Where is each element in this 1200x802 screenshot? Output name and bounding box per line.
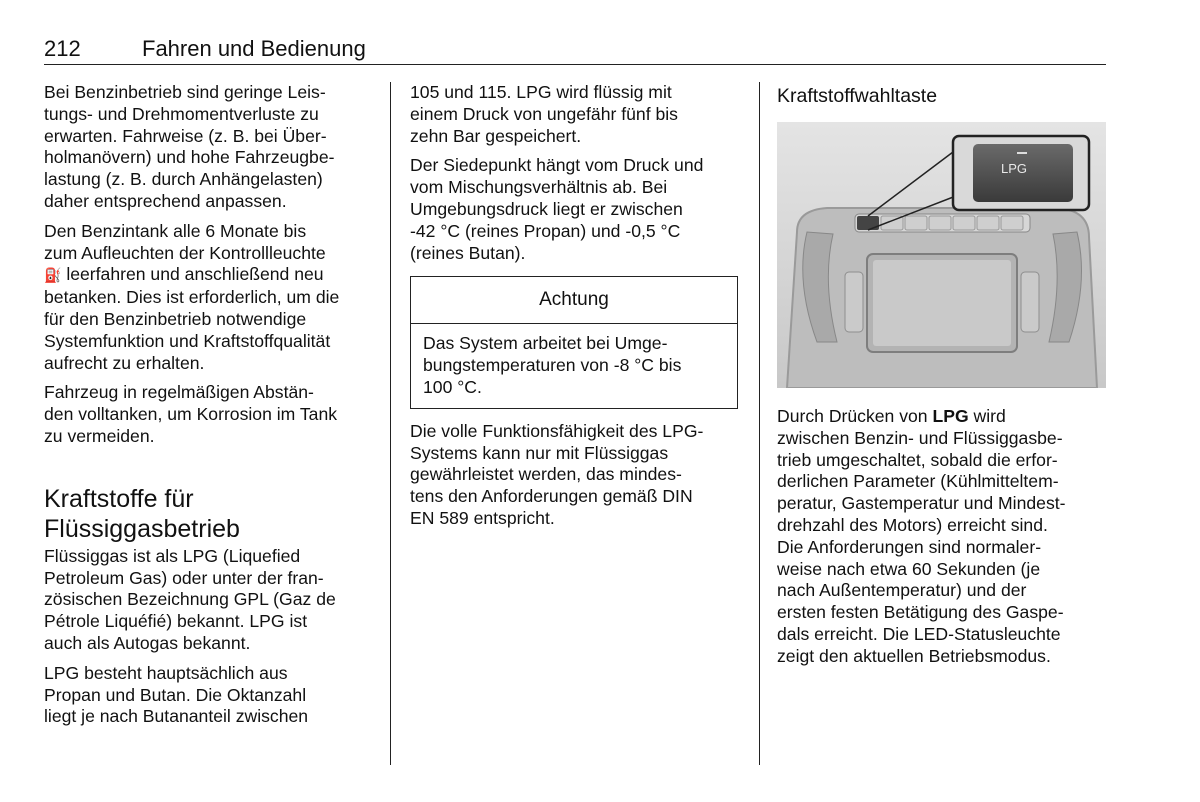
warning-notice-box (410, 276, 738, 408)
lpg-button-label: LPG (1001, 161, 1028, 176)
notice-body: Das System arbeitet bei Umge‐ bungstemperaturen von -8 °C bis 100 °C. (423, 333, 682, 397)
paragraph: Den Benzintank alle 6 Monate bis zum Aufleuchten der Kontrollleuchte ⛽ leerfahren und anschließend neu betanken. Dies ist erforderlich, um die für den Benzinbetrieb notwendige Systemfunktion und Kraftstoffqualität aufrecht zu erhalten. (44, 220, 340, 373)
column-right (777, 82, 1107, 676)
column-left (44, 82, 374, 736)
section-title: Fahren und Bedienung (142, 36, 366, 61)
paragraph: Durch Drücken von LPG wird zwischen Benzin- und Flüssiggasbe‐ trieb umgeschaltet, sobald die erfor‐ derlichen Parameter (Kühlmitteltem‐ peratur, Gastemperatur und Mindest‐ drehzahl des Motors) erreicht sind. Die Anforderungen sind normaler‐ weise nach etwa 60 Sekunden (je nach Außentemperatur) und der ersten festen Betätigung des Gaspe‐ dals erreicht. Die LED-Statusleuchte zeigt den aktuellen Betriebsmodus. (777, 406, 1066, 666)
page-header (44, 34, 1106, 65)
column-divider (390, 82, 391, 765)
notice-title: Achtung (411, 277, 737, 324)
fuel-pump-icon: ⛽ (44, 267, 62, 284)
lpg-term: LPG (932, 406, 969, 426)
paragraph: 105 und 115. LPG wird flüssig mit einem Druck von ungefähr fünf bis zehn Bar gespeichert. (410, 82, 678, 146)
paragraph: Flüssiggas ist als LPG (Liquefied Petroleum Gas) oder unter der fran‐ zösischen Bezeichnung GPL (Gaz de Pétrole Liquéfié) bekannt. LPG ist auch als Autogas bekannt. (44, 545, 336, 653)
section-heading: Kraftstoffe für Flüssiggasbetrieb (44, 484, 240, 543)
paragraph: Bei Benzinbetrieb sind geringe Leis‐ tungs- und Drehmomentverluste zu erwarten. Fahrweise (z. B. bei Über‐ holmanövern) und hohe Fahrzeugbe‐ lastung (z. B. durch Anhängelasten) daher entsprechend anpassen. (44, 82, 335, 211)
paragraph: LPG besteht hauptsächlich aus Propan und Butan. Die Oktanzahl liegt je nach Butananteil zwischen (44, 662, 309, 727)
column-middle (410, 82, 740, 538)
dashboard-illustration (777, 122, 1106, 388)
page-number: 212 (44, 36, 81, 61)
paragraph: Fahrzeug in regelmäßigen Abstän‐ den volltanken, um Korrosion im Tank zu vermeiden. (44, 382, 338, 446)
subsection-heading: Kraftstoffwahltaste (777, 85, 938, 107)
dashboard-figure (777, 122, 1106, 388)
column-divider (759, 82, 760, 765)
paragraph: Die volle Funktionsfähigkeit des LPG- Systems kann nur mit Flüssiggas gewährleistet werden, das mindes‐ tens den Anforderungen gemäß DIN EN 589 entspricht. (410, 420, 704, 528)
paragraph: Der Siedepunkt hängt vom Druck und vom Mischungsverhältnis ab. Bei Umgebungsdruck liegt er zwischen -42 °C (reines Propan) und -0,5 °C (reines Butan). (410, 155, 704, 263)
